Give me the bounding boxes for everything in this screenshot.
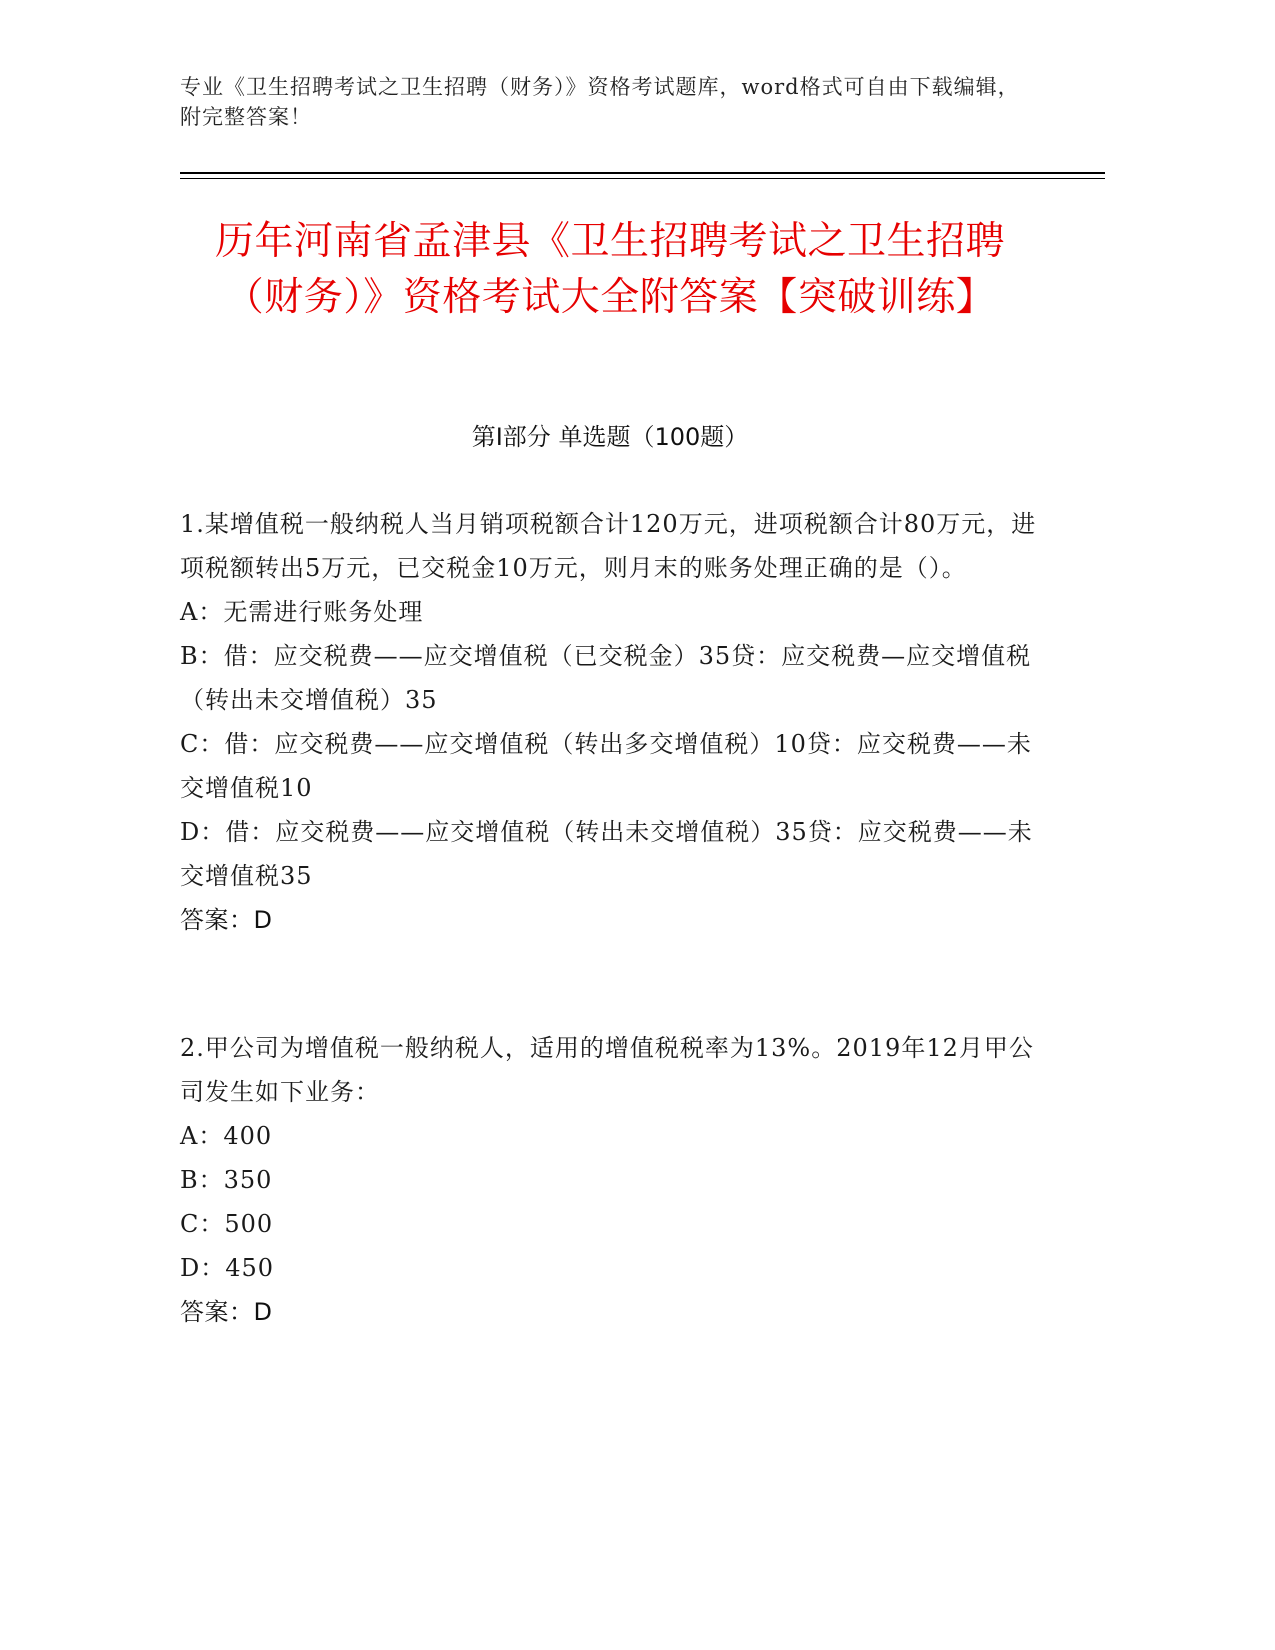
section-heading: 第I部分 单选题（100题） [471,423,749,451]
question-2 [180,1026,1040,1334]
option-b: B：借：应交税费——应交增值税（已交税金）35贷：应交税费—应交增值税（转出未交增值税）35 [180,642,1032,714]
answer-line: 答案：D [180,1298,273,1326]
question-stem: 1.某增值税一般纳税人当月销项税额合计120万元，进项税额合计80万元，进项税额转出5万元，已交税金10万元，则月末的账务处理正确的是（）。 [180,510,1037,582]
header-divider-thick [180,172,1105,174]
option-d: D：借：应交税费——应交增值税（转出未交增值税）35贷：应交税费——未交增值税35 [180,818,1033,890]
header-note: 专业《卫生招聘考试之卫生招聘（财务）》资格考试题库，word格式可自由下载编辑，附完整答案！ [180,75,1020,129]
answer-line: 答案：D [180,906,273,934]
question-stem: 2.甲公司为增值税一般纳税人，适用的增值税税率为13%。2019年12月甲公司发生如下业务： [180,1034,1034,1106]
question-1 [180,502,1040,942]
header-divider-thin [180,178,1105,179]
document-title: 历年河南省孟津县《卫生招聘考试之卫生招聘（财务）》资格考试大全附答案【突破训练】 [214,219,1005,320]
option-b: B：350 [180,1166,273,1194]
option-c: C：借：应交税费——应交增值税（转出多交增值税）10贷：应交税费——未交增值税10 [180,730,1032,802]
option-a: A：400 [180,1122,273,1150]
option-a: A：无需进行账务处理 [180,598,424,626]
option-d: D：450 [180,1254,275,1282]
option-c: C：500 [180,1210,274,1238]
